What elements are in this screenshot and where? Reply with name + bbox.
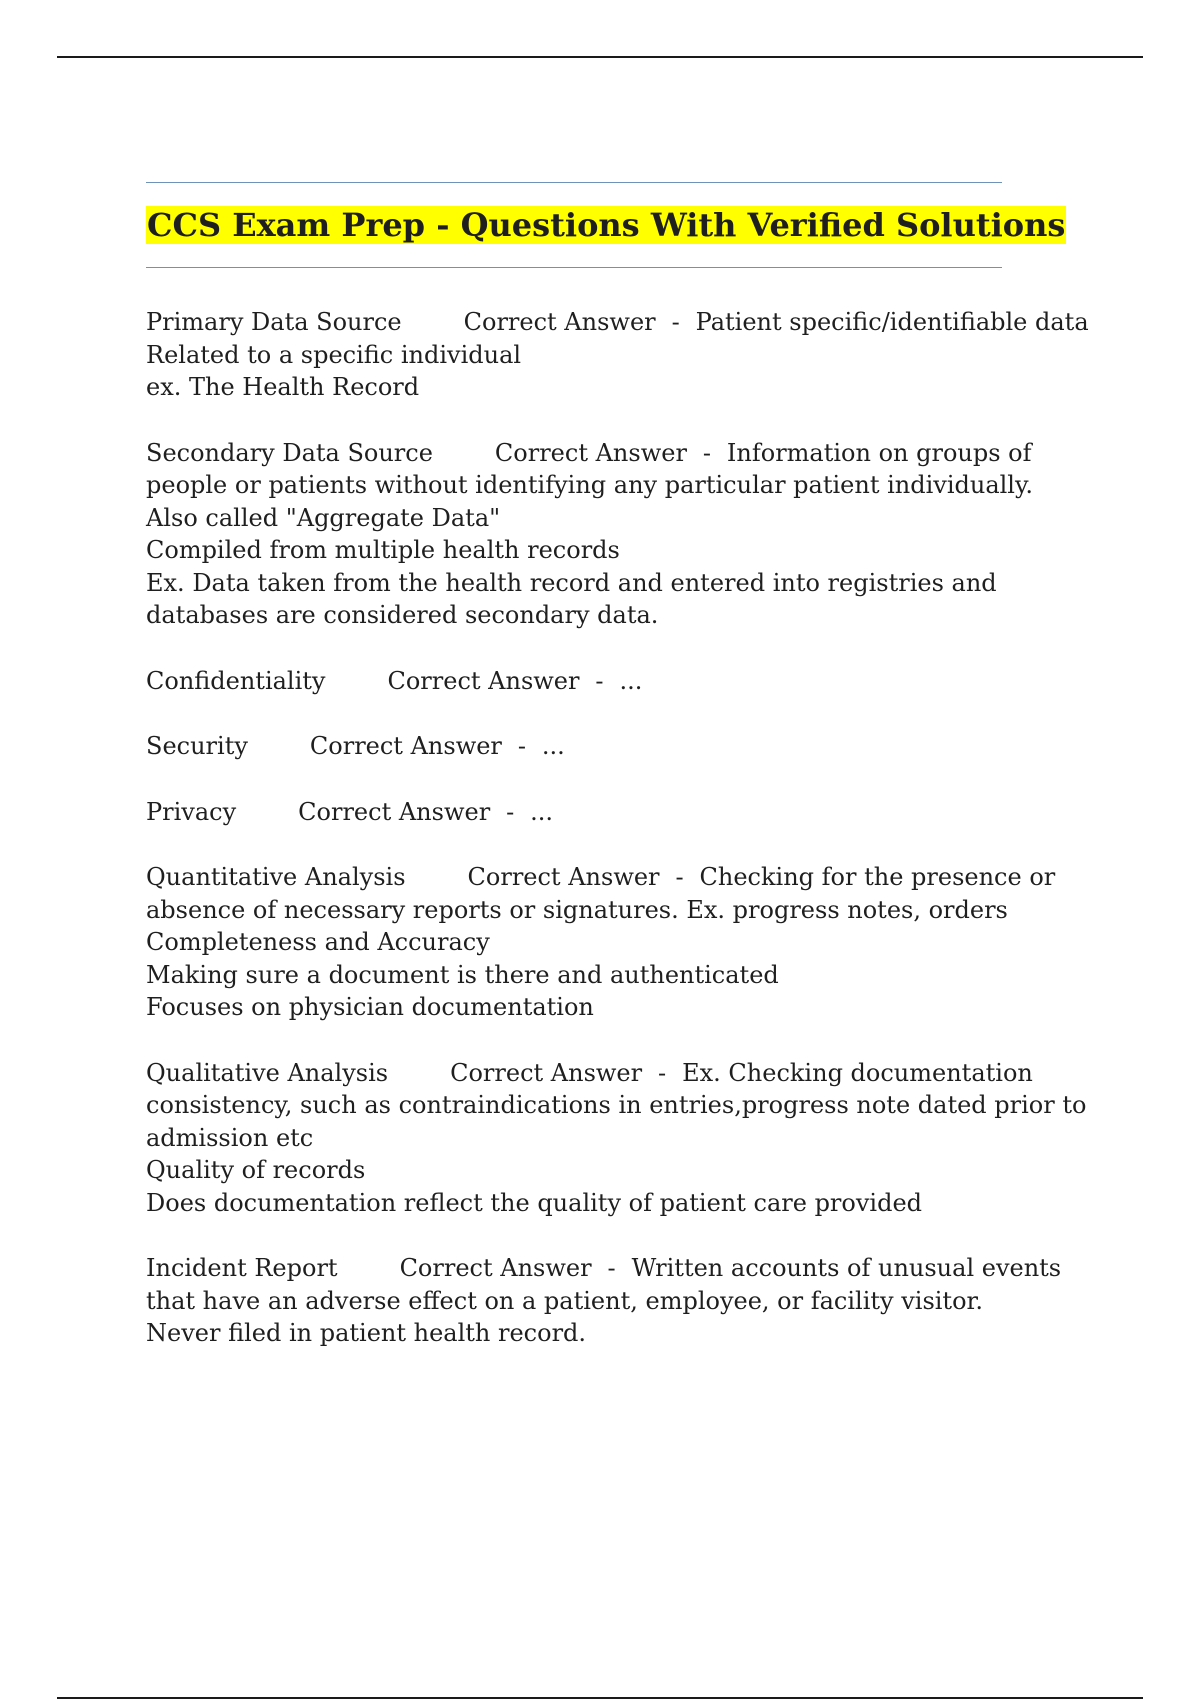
- answer-separator: -: [607, 1254, 616, 1282]
- qa-entry-header-line: [146, 730, 1146, 763]
- qa-term: Qualitative Analysis: [146, 1058, 389, 1087]
- qa-answer-line: Focuses on physician documentation: [146, 993, 594, 1021]
- correct-answer-label: Correct Answer: [387, 666, 580, 695]
- qa-term: Security: [146, 732, 248, 760]
- correct-answer-label: Correct Answer: [298, 797, 491, 826]
- qa-answer-line: absence of necessary reports or signatures. Ex. progress notes, orders: [146, 895, 1008, 924]
- qa-answer-line: Never filed in patient health record.: [146, 1319, 587, 1347]
- qa-term: Privacy: [146, 797, 237, 826]
- qa-entry-header-line: [146, 1057, 1146, 1090]
- title-rule-bottom: [146, 267, 1002, 268]
- qa-term: Incident Report: [146, 1254, 338, 1282]
- qa-term: Quantitative Analysis: [146, 863, 406, 891]
- qa-term: Primary Data Source: [146, 308, 402, 336]
- correct-answer-label: Correct Answer: [463, 308, 656, 336]
- qa-answer-start: Information on groups of: [726, 438, 1032, 467]
- qa-answer-start: ...: [530, 797, 554, 826]
- qa-entry: [146, 796, 1146, 829]
- qa-entry: [146, 1252, 1146, 1350]
- qa-answer-start: Written accounts of unusual events: [631, 1254, 1062, 1282]
- answer-separator: -: [702, 438, 711, 467]
- correct-answer-label: Correct Answer: [399, 1254, 592, 1282]
- qa-list: [146, 306, 1146, 1383]
- answer-separator: -: [675, 863, 684, 891]
- qa-answer-start: Patient specific/identifiable data: [695, 308, 1089, 336]
- qa-answer-line: Ex. Data taken from the health record and entered into registries and: [146, 568, 997, 597]
- qa-term: Confidentiality: [146, 666, 326, 695]
- answer-separator: -: [671, 308, 680, 336]
- qa-answer-line: Also called "Aggregate Data": [146, 503, 501, 532]
- qa-answer-start: ...: [619, 666, 643, 695]
- qa-answer-line: people or patients without identifying any particular patient individually.: [146, 471, 1033, 499]
- qa-entry: [146, 1057, 1146, 1220]
- qa-answer-line: Compiled from multiple health records: [146, 536, 620, 564]
- document-title: [146, 203, 1066, 247]
- qa-answer-line: Does documentation reflect the quality of patient care provided: [146, 1188, 923, 1217]
- qa-answer-line: Making sure a document is there and authenticated: [146, 960, 779, 989]
- qa-answer-start: Checking for the presence or: [699, 863, 1056, 891]
- qa-entry-header-line: [146, 437, 1146, 470]
- qa-answer-line: consistency, such as contraindications in entries,progress note dated prior to: [146, 1091, 1087, 1119]
- qa-entry: [146, 861, 1146, 1024]
- qa-answer-line: admission etc: [146, 1123, 314, 1152]
- answer-separator: -: [595, 666, 604, 695]
- qa-answer-line: databases are considered secondary data.: [146, 601, 659, 629]
- qa-entry: [146, 437, 1146, 632]
- qa-entry-header-line: [146, 1252, 1146, 1285]
- qa-answer-line: Completeness and Accuracy: [146, 928, 490, 956]
- correct-answer-label: Correct Answer: [450, 1058, 643, 1087]
- qa-entry-header-line: [146, 306, 1146, 339]
- qa-answer-line: Quality of records: [146, 1156, 366, 1184]
- document-title-text: CCS Exam Prep - Questions With Verified Solutions: [147, 206, 1066, 244]
- qa-entry: [146, 665, 1146, 698]
- qa-answer-line: ex. The Health Record: [146, 373, 420, 401]
- answer-separator: -: [517, 732, 526, 760]
- qa-term: Secondary Data Source: [146, 438, 433, 467]
- qa-entry-header-line: [146, 665, 1146, 698]
- page-bottom-border: [57, 1697, 1143, 1699]
- qa-entry: [146, 730, 1146, 763]
- qa-answer-line: Related to a specific individual: [146, 340, 522, 369]
- qa-answer-start: ...: [541, 732, 565, 760]
- qa-entry-header-line: [146, 796, 1146, 829]
- qa-entry: [146, 306, 1146, 404]
- qa-answer-line: that have an adverse effect on a patient, employee, or facility visitor.: [146, 1286, 983, 1315]
- qa-answer-start: Ex. Checking documentation: [682, 1058, 1033, 1087]
- title-rule-top: [146, 182, 1002, 183]
- correct-answer-label: Correct Answer: [309, 732, 502, 760]
- qa-entry-header-line: [146, 861, 1146, 894]
- answer-separator: -: [506, 797, 515, 826]
- page-top-border: [57, 56, 1143, 58]
- correct-answer-label: Correct Answer: [467, 863, 660, 891]
- correct-answer-label: Correct Answer: [494, 438, 687, 467]
- answer-separator: -: [658, 1058, 667, 1087]
